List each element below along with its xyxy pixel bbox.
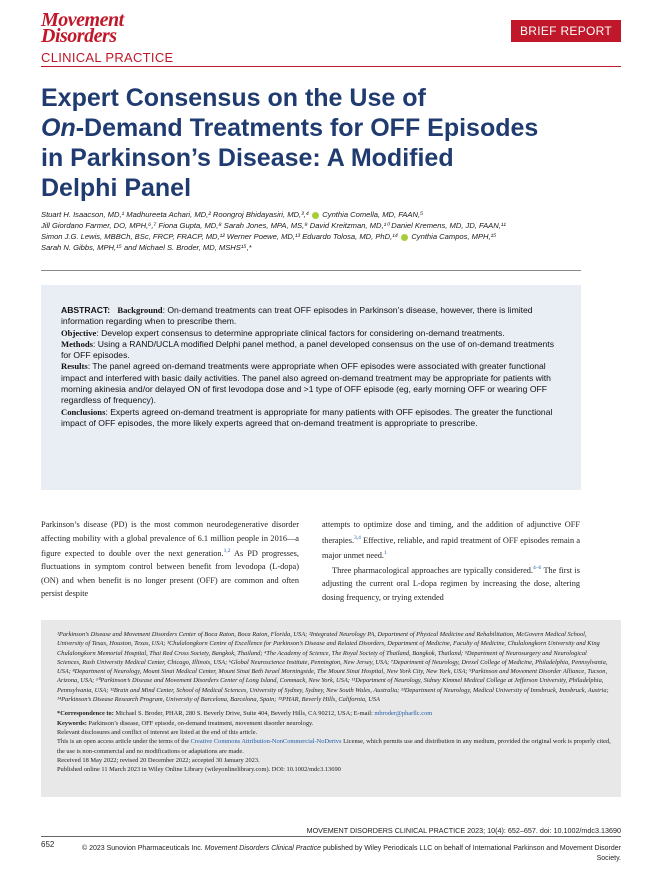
abstract-methods-text: : Using a RAND/UCLA modified Delphi panel method, a panel developed consensus on the use of on-demand treatments for OFF episodes.	[61, 338, 554, 361]
footnote-text	[57, 630, 612, 774]
article-title	[41, 83, 621, 203]
abstract-label: Objective	[61, 327, 97, 338]
citation-link[interactable]: 3,4	[354, 534, 361, 541]
title-line3: in Parkinson’s Disease: A Modified	[41, 144, 454, 172]
abstract-background	[61, 305, 565, 328]
title-line2-rest: -Demand Treatments for OFF Episodes	[75, 114, 539, 142]
license-link[interactable]: Creative Commons Attribution-NonCommercial-NoDerivs	[190, 738, 342, 746]
paragraph	[322, 562, 580, 604]
abstract-label: Background	[117, 305, 163, 315]
authors-1: Stuart H. Isaacson, MD,¹ Madhureeta Achari, MD,² Roongroj Bhidayasiri, MD,³,⁴	[41, 210, 310, 219]
correspondence	[57, 709, 612, 718]
authors-3b: Cynthia Campos, MPH,¹⁵	[411, 232, 497, 241]
running-head: MOVEMENT DISORDERS CLINICAL PRACTICE 2023; 10(4): 652–657. doi: 10.1002/mdc3.13690	[306, 826, 621, 835]
title-line1: Expert Consensus on the Use of	[41, 84, 426, 112]
keywords-text: Parkinson’s disease, OFF episode, on-demand treatment, movement disorder neurology.	[86, 719, 314, 727]
affiliations: ¹Parkinson’s Disease and Movement Disorders Center of Boca Raton, Boca Raton, Florida, USA; ²Integrated Neurology PA, Department of Physical Medicine and Rehabilitation, McGovern Medical School, University of Texas, Houston, Texas, USA; ³Chulalongkorn Centre of Excellence for Parkinson’s Disease and Related Disorders, Department of Medicine, Faculty of Medicine, Chulalongkorn University and King Chulalongkorn Memorial Hospital, Thai Red Cross Society, Bangkok, Thailand; ⁴The Academy of Science, The Royal Society of Thailand, Bangkok, Thailand; ⁵Department of Neurosurgery and Neurological Sciences, Rush University Medical Center, Chicago, Illinois, USA; ⁶Global Neuroscience Institute, Pennington, New Jersey, USA; ⁷Department of Neurology, Drexel College of Medicine, Philadelphia, Pennsylvania, USA; ⁸Department of Neurology, Mount Sinai Medical Center, Mount Sinai Beth Israel Morningside, The Mount Sinai Hospital, New York City, New York, USA; ⁹Parkinson and Movement Disorder Alliance, Tucson, Arizona, USA; ¹⁰Parkinson’s Disease and Movement Disorders Center of Long Island, Commack, New York, USA; ¹¹Department of Neurology, Sidney Kimmel Medical College at Jefferson University, Philadelphia, Pennsylvania, USA; ¹²Brain and Mind Center, School of Medical Sciences, University of Sydney, Sydney, New South Wales, Australia; ¹³Department of Neurology, Medical University of Innsbruck, Innsbruck, Austria; ¹⁴Parkinson’s Disease Research Program, University of Barcelona, Barcelona, Spain; ¹⁵PHAR, Beverly Hills, California, USA	[57, 631, 609, 704]
title-line4: Delphi Panel	[41, 174, 192, 202]
body-text: As PD progresses, fluctuations in symptom control between benefit from levodopa (L-dopa) (ON) and when benefit is no longer present (OFF) are common and often persist despite	[41, 548, 299, 599]
abstract-label: Conclusions	[61, 406, 106, 417]
abstract-methods	[61, 339, 565, 362]
journal-subtitle: CLINICAL PRACTICE	[41, 50, 174, 65]
abstract-heading: ABSTRACT:	[61, 305, 111, 315]
abstract-conclusions	[61, 407, 565, 430]
abstract-background-text: : On-demand treatments can treat OFF episodes in Parkinson’s disease, however, there is limited information regarding when to prescribe them.	[61, 305, 533, 327]
abstract-box	[41, 285, 581, 490]
copyright-text: published by Wiley Periodicals LLC on behalf of International Parkinson and Movement Disorder Society.	[321, 845, 621, 862]
abstract-objective	[61, 328, 565, 339]
keywords-label: Keywords:	[57, 719, 87, 727]
header-rule	[41, 66, 621, 67]
abstract-text	[61, 305, 565, 429]
citation-link[interactable]: 4–6	[532, 565, 542, 572]
license	[57, 737, 612, 756]
title-line2	[41, 113, 621, 143]
abstract-conclusions-text: : Experts agreed on-demand treatment is appropriate for many patients with OFF episodes. The greater the functional impact of OFF episodes, the more likely experts agreed that on-demand treatment is appropriate to prescribe.	[61, 406, 553, 428]
keywords	[57, 719, 612, 728]
abstract-objective-text: : Develop expert consensus to determine appropriate clinical factors for considering on-demand treatments.	[96, 327, 505, 338]
journal-logo	[41, 9, 124, 47]
article-type-badge: BRIEF REPORT	[511, 20, 621, 42]
logo-line2: Disorders	[41, 25, 117, 47]
body-text: Effective, reliable, and rapid treatment of OFF episodes remain a major unmet need.	[322, 535, 580, 560]
abstract-label: Methods	[61, 338, 93, 349]
body-text: Three pharmacological approaches are typically considered.	[332, 565, 533, 575]
paragraph	[322, 518, 580, 562]
author-line1	[41, 209, 626, 220]
citation-link[interactable]: 1	[383, 549, 387, 556]
section-divider	[41, 270, 581, 271]
author-line4: Sarah N. Gibbs, MPH,¹⁵ and Michael S. Broder, MD, MSHS¹⁵,*	[41, 243, 252, 252]
body-text: Parkinson’s disease (PD) is the most common neurodegenerative disorder affecting mobility with a global prevalence of 6.1 million people in 2016—a figure expected to double over the next generation.	[41, 520, 299, 558]
license-text: License, which permits use and distribution in any medium, provided the original work is properly cited, the use is non-commercial and no modifications or adaptations are made.	[57, 738, 611, 755]
license-text: This is an open access article under the terms of the	[57, 738, 191, 746]
copyright-text: © 2023 Sunovion Pharmaceuticals Inc.	[82, 845, 205, 852]
received-dates: Received 18 May 2022; revised 20 December 2022; accepted 30 January 2023.	[57, 756, 260, 764]
correspondence-label: *Correspondence to:	[57, 710, 114, 718]
footer-rule	[41, 836, 621, 837]
authors-3: Simon J.G. Lewis, MBBCh, BSc, FRCP, FRACP, MD,¹² Werner Poewe, MD,¹³ Eduardo Tolosa, MD, PhD,¹⁴	[41, 232, 399, 241]
correspondence-text: Michael S. Broder, PHAR, 280 S. Beverly Drive, Suite 404, Beverly Hills, CA 90212, USA; E-mail:	[113, 710, 375, 718]
abstract-results	[61, 361, 565, 406]
body-text: attempts to optimize dose and timing, and the addition of adjunctive OFF therapies.	[322, 520, 580, 545]
body-text: The first is adjusting the current oral L-dopa regimen by increasing the dose, altering dosing frequency, or trying extended	[322, 565, 580, 602]
footnote-box	[41, 620, 621, 797]
copyright	[62, 844, 621, 863]
page-number: 652	[41, 840, 55, 849]
email-link[interactable]: mbroder@pharllc.com	[374, 710, 433, 718]
orcid-icon[interactable]	[401, 234, 408, 241]
authors-1b: Cynthia Comella, MD, FAAN,⁵	[322, 210, 424, 219]
abstract-results-text: : The panel agreed on-demand treatments were appropriate when OFF episodes were associated with greater functional impact and interfered with basic daily activities. The panel also agreed on-demand treatment may be appropriate for patients with morning akinesia and/or delayed ON of first levodopa dose and >1 type of OFF episode (eg, early morning OFF or wearing OFF regardless of frequency).	[61, 361, 551, 406]
logo-line1: Movement	[41, 9, 124, 31]
paragraph	[41, 518, 299, 601]
citation-link[interactable]: 1,2	[223, 548, 231, 554]
author-line2: Jill Giordano Farmer, DO, MPH,⁶,⁷ Fiona Gupta, MD,⁸ Sarah Jones, MPA, MS,⁹ David Kreitzman, MD,¹⁰ Daniel Kremens, MD, JD, FAAN,¹¹	[41, 221, 506, 230]
abstract-label: Results	[61, 361, 88, 372]
body-column-right	[322, 518, 580, 604]
publication-info: Published online 11 March 2023 in Wiley Online Library (wileyonlinelibrary.com). DOI: 10.1002/mdc3.13690	[57, 766, 341, 774]
title-on-italic: On	[41, 114, 76, 142]
copyright-journal: Movement Disorders Clinical Practice	[204, 845, 321, 852]
body-column-left	[41, 518, 299, 601]
author-line3	[41, 231, 626, 242]
author-list	[41, 209, 626, 253]
orcid-icon[interactable]	[312, 212, 319, 219]
disclosure: Relevant disclosures and conflict of interest are listed at the end of this article.	[57, 728, 258, 736]
